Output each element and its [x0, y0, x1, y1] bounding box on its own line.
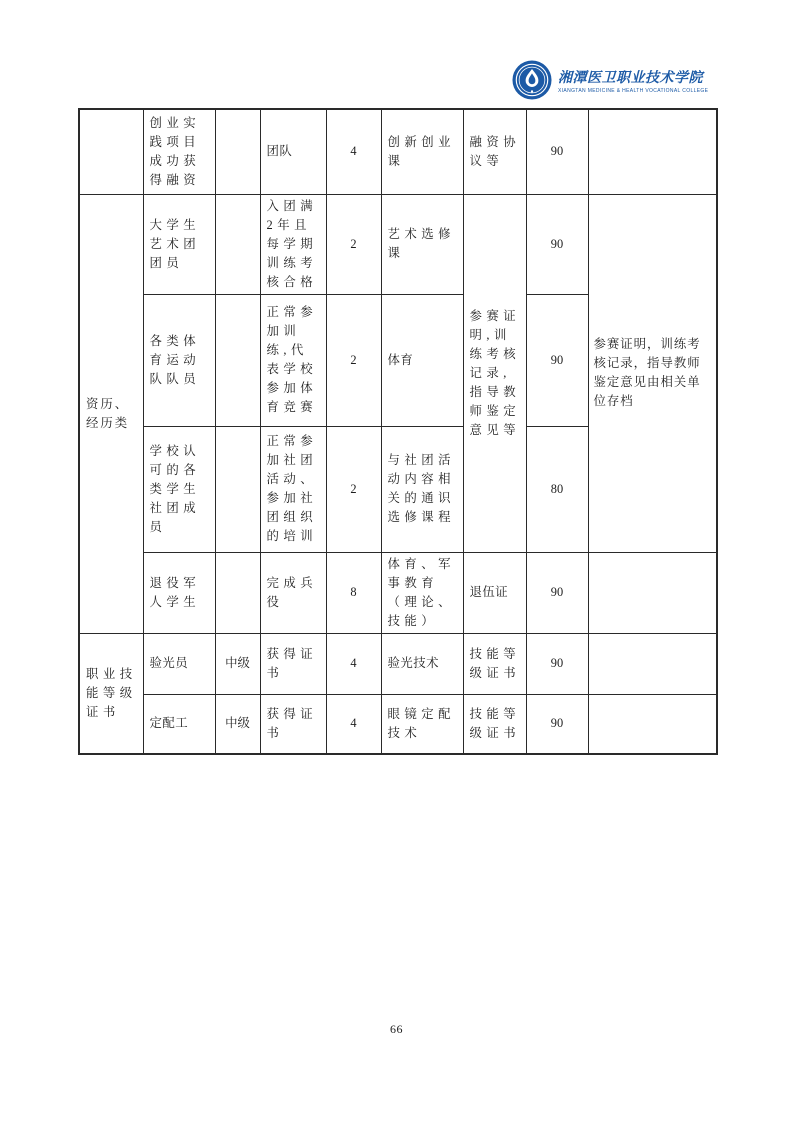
- remark-cell: [588, 694, 717, 754]
- college-name-en: XIANGTAN MEDICINE & HEALTH VOCATIONAL COLLEGE: [558, 88, 709, 95]
- course-cell: 艺术选修课: [381, 194, 463, 294]
- proof-cell-merged: 参赛证明,训练考核记录,指导教师鉴定意见等: [463, 194, 526, 552]
- item-cell: 定配工: [143, 694, 215, 754]
- level-cell: 中级: [215, 633, 260, 694]
- table-row: [79, 633, 717, 694]
- score-cell: 90: [526, 109, 588, 194]
- level-cell: [215, 552, 260, 633]
- proof-cell: 退伍证: [463, 552, 526, 633]
- requirement-cell: 完成兵役: [260, 552, 326, 633]
- table-row: [79, 109, 717, 194]
- requirement-cell: 获得证书: [260, 694, 326, 754]
- requirement-cell: 正常参加社团活动、参加社团组织的培训: [260, 426, 326, 552]
- level-cell: [215, 426, 260, 552]
- credit-recognition-table: [78, 108, 718, 755]
- credits-cell: 8: [326, 552, 381, 633]
- score-cell: 90: [526, 694, 588, 754]
- credits-cell: 4: [326, 633, 381, 694]
- proof-cell: 技能等级证书: [463, 633, 526, 694]
- college-logo: [512, 60, 708, 105]
- requirement-cell: 获得证书: [260, 633, 326, 694]
- remark-cell: [588, 109, 717, 194]
- requirement-cell: 团队: [260, 109, 326, 194]
- category-cell-qualifications: 资历、经历类: [79, 194, 143, 633]
- item-cell: 学校认可的各类学生社团成员: [143, 426, 215, 552]
- category-cell: [79, 109, 143, 194]
- course-cell: 与社团活动内容相关的通识选修课程: [381, 426, 463, 552]
- table-row: [79, 552, 717, 633]
- remark-cell-merged: 参赛证明，训练考核记录，指导教师鉴定意见由相关单位存档: [588, 194, 717, 552]
- item-cell: 各类体育运动队队员: [143, 294, 215, 426]
- course-cell: 眼镜定配技术: [381, 694, 463, 754]
- score-cell: 90: [526, 633, 588, 694]
- level-cell: [215, 109, 260, 194]
- college-name-zh: 湘潭医卫职业技术学院: [558, 70, 703, 86]
- score-cell: 90: [526, 194, 588, 294]
- course-cell: 体育: [381, 294, 463, 426]
- college-emblem-icon: [512, 60, 552, 105]
- item-cell: 退役军人学生: [143, 552, 215, 633]
- remark-cell: [588, 633, 717, 694]
- remark-cell: [588, 552, 717, 633]
- course-cell: 创新创业课: [381, 109, 463, 194]
- level-cell: 中级: [215, 694, 260, 754]
- credits-cell: 2: [326, 194, 381, 294]
- credits-cell: 2: [326, 426, 381, 552]
- course-cell: 体育、军事教育（理论、技能）: [381, 552, 463, 633]
- score-cell: 90: [526, 294, 588, 426]
- table-row: [79, 694, 717, 754]
- item-cell: 创业实践项目成功获得融资: [143, 109, 215, 194]
- credits-cell: 4: [326, 694, 381, 754]
- score-cell: 80: [526, 426, 588, 552]
- level-cell: [215, 294, 260, 426]
- proof-cell: 融资协议等: [463, 109, 526, 194]
- score-cell: 90: [526, 552, 588, 633]
- requirement-cell: 入团满2年且每学期训练考核合格: [260, 194, 326, 294]
- item-cell: 大学生艺术团团员: [143, 194, 215, 294]
- proof-cell: 技能等级证书: [463, 694, 526, 754]
- credits-cell: 4: [326, 109, 381, 194]
- table-row: [79, 194, 717, 294]
- course-cell: 验光技术: [381, 633, 463, 694]
- category-cell-vocational-certificates: 职业技能等级证书: [79, 633, 143, 754]
- requirement-cell: 正常参加训练,代表学校参加体育竞赛: [260, 294, 326, 426]
- level-cell: [215, 194, 260, 294]
- item-cell: 验光员: [143, 633, 215, 694]
- credits-cell: 2: [326, 294, 381, 426]
- page-number: 66: [390, 1022, 403, 1036]
